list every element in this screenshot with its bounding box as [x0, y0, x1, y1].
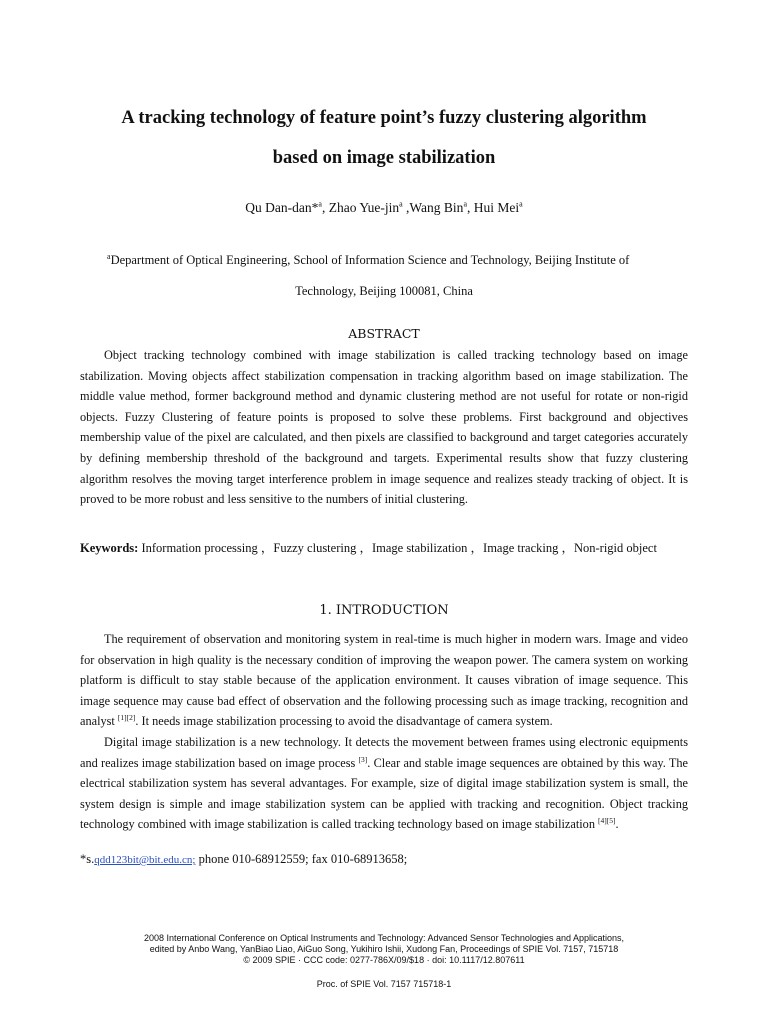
- citation-ref: [1][2]: [117, 713, 136, 723]
- keywords-text: Information processing ，Fuzzy clustering ，Image stabilization ，Image tracking ，Non-rigid object: [138, 541, 657, 555]
- author-separator: ,: [467, 200, 474, 215]
- paper-title-line-1: A tracking technology of feature point’s fuzzy clustering algorithm: [121, 108, 647, 128]
- affiliation-line-1: [107, 253, 629, 268]
- introduction-body: [80, 629, 688, 835]
- intro-p2-text: Digital image stabilization is a new technology. It detects the movement between frames using electronic equipments and realizes image stabilization based on image process: [80, 734, 688, 770]
- author-name: Hui Mei: [473, 200, 520, 215]
- intro-p2-text-end: .: [615, 817, 619, 832]
- affiliation-mark: a: [107, 251, 111, 261]
- author-separator: ,: [321, 200, 329, 215]
- keywords-line: [80, 538, 657, 556]
- author-affiliation-mark: a: [519, 199, 523, 209]
- author-list: [0, 200, 768, 216]
- page-number: Proc. of SPIE Vol. 7157 715718-1: [316, 979, 452, 989]
- author-affiliation-mark: a: [318, 199, 322, 209]
- intro-paragraph-2: [80, 732, 688, 835]
- abstract-heading: ABSTRACT: [348, 326, 420, 341]
- author-name: Qu Dan-dan*: [245, 200, 319, 215]
- author-name: Zhao Yue-jin: [328, 200, 400, 215]
- footer-line-2: edited by Anbo Wang, YanBiao Liao, AiGuo Song, Yukihiro Ishii, Xudong Fan, Proceedings of SPIE Vol. 7157, 715718: [149, 944, 619, 954]
- footer-line-1: 2008 International Conference on Optical Instruments and Technology: Advanced Sensor Technologies and Applications,: [144, 933, 624, 943]
- conference-footer: [0, 933, 768, 966]
- footer-line-3: © 2009 SPIE · CCC code: 0277-786X/09/$18 · doi: 10.1117/12.807611: [243, 955, 525, 965]
- author-name: Wang Bin: [409, 200, 464, 215]
- abstract-paragraph: Object tracking technology combined with image stabilization is called tracking technology based on image stabilization. Moving objects affect stabilization compensation in tracking algorithm based on image stabilization. The middle value method, former background method and dynamic clustering method are not useful for rotate or non-rigid objects. Fuzzy Clustering of feature points is proposed to solve these problems. First background and objectives membership value of the pixel are calculated, and then pixels are classified to background and target categories accurately by defining membership threshold of the background and targets. Experimental results show that fuzzy clustering algorithm resolves the moving target interference problem in image sequence and realizes steady tracking of object. It is proved to be more robust and less sensitive to the numbers of initial clustering.: [80, 348, 688, 507]
- intro-p1-text: The requirement of observation and monitoring system in real-time is much higher in modern wars. Image and video for observation in high quality is the necessary condition of improving the weapon power. The camera system on working platform is difficult to stay stable because of the application environment. It causes vibration of image sequence. This image sequence may cause bad effect of observation and the following processing such as image tracking, recognition and analyst: [80, 632, 688, 729]
- affiliation-line-2: Technology, Beijing 100081, China: [295, 284, 473, 298]
- footnote-contact: phone 010-68912559; fax 010-68913658;: [195, 852, 408, 866]
- intro-p2-text-mid: . Clear and stable image sequences are obtained by this way. The electrical stabilization system has several advantages. For example, size of digital image stabilization system is small, the system design is simple and image stabilization system can be applied with tracking and recognition. Object tracking technology combined with image stabilization is called tracking technology based on image stabilization: [80, 755, 688, 832]
- author-affiliation-mark: a: [399, 199, 403, 209]
- abstract-body: [80, 345, 688, 510]
- email-link[interactable]: qdd123bit@bit.edu.cn;: [94, 854, 196, 866]
- keywords-label: Keywords:: [80, 541, 139, 555]
- footnote-prefix: *s.: [80, 852, 95, 866]
- affiliation-text: Department of Optical Engineering, School of Information Science and Technology, Beijing Institute of: [110, 253, 630, 267]
- paper-title-line-2: based on image stabilization: [272, 148, 496, 168]
- intro-p1-text-end: . It needs image stabilization processing to avoid the disadvantage of camera system.: [135, 714, 553, 729]
- citation-ref: [4][5]: [598, 816, 616, 826]
- introduction-heading: 1. INTRODUCTION: [319, 603, 449, 618]
- intro-paragraph-1: [80, 629, 688, 732]
- corresponding-author-footnote: [80, 852, 407, 867]
- author-affiliation-mark: a: [463, 199, 467, 209]
- author-separator: ,: [402, 200, 410, 215]
- citation-ref: [3]: [358, 754, 368, 764]
